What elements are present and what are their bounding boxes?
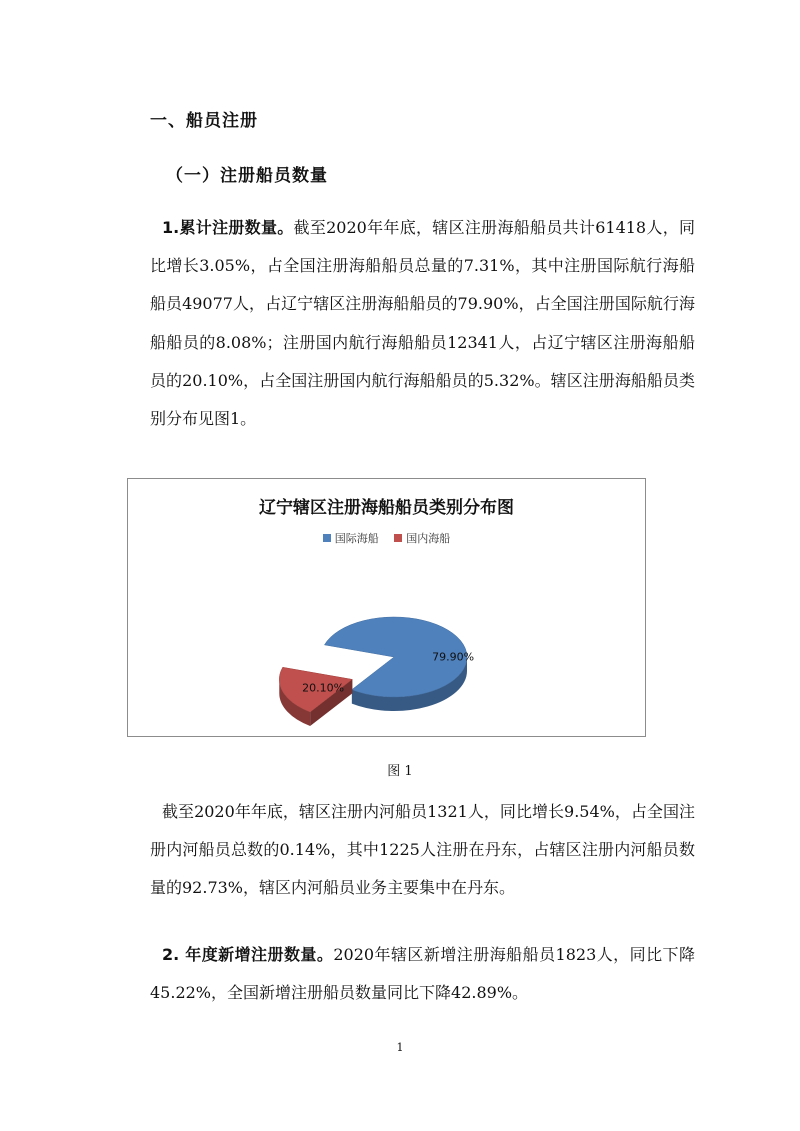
pie-data-label-0: 79.90% — [432, 650, 475, 664]
subsection-heading: （一）注册船员数量 — [166, 166, 328, 186]
pie-chart — [127, 478, 646, 737]
figure-caption: 图 1 — [387, 764, 413, 779]
paragraph-cumulative-registration — [150, 209, 695, 438]
legend-item-international — [323, 530, 379, 546]
pie-data-label-1: 20.10% — [302, 681, 345, 695]
paragraph-lead: 1.累计注册数量。 — [162, 218, 294, 237]
paragraph-body: 截至2020年年底，辖区注册内河船员1321人，同比增长9.54%，占全国注册内河船员总数的0.14%，其中1225人注册在丹东，占辖区注册内河船员数量的92.73%，辖区内河船员业务主要集中在丹东。 — [150, 802, 695, 898]
legend-item-domestic — [394, 530, 450, 546]
chart-legend — [128, 530, 645, 546]
section-heading: 一、船员注册 — [150, 111, 258, 131]
page-number: 1 — [396, 1041, 404, 1054]
chart-title: 辽宁辖区注册海船船员类别分布图 — [259, 498, 514, 518]
legend-swatch-icon — [323, 534, 331, 542]
paragraph-body: 2020年辖区新增注册海船船员1823人，同比下降45.22%，全国新增注册船员数量同比下降42.89%。 — [150, 945, 695, 1003]
paragraph-new-registration — [150, 936, 695, 1012]
legend-label: 国内海船 — [406, 532, 451, 545]
paragraph-inland-registration — [150, 793, 695, 908]
legend-label: 国际海船 — [334, 532, 379, 545]
legend-swatch-icon — [394, 534, 402, 542]
paragraph-lead: 2. 年度新增注册数量。 — [162, 945, 334, 964]
paragraph-body: 截至2020年年底，辖区注册海船船员共计61418人，同比增长3.05%，占全国注册海船船员总量的7.31%，其中注册国际航行海船船员49077人，占辽宁辖区注册海船船员的79.90%，占全国注册国际航行海船船员的8.08%；注册国内航行海船船员12341人，占辽宁辖区注册海船船员的20.10%，占全国注册国内航行海船船员的5.32%。辖区注册海船船员类别分布见图1。 — [150, 218, 695, 429]
